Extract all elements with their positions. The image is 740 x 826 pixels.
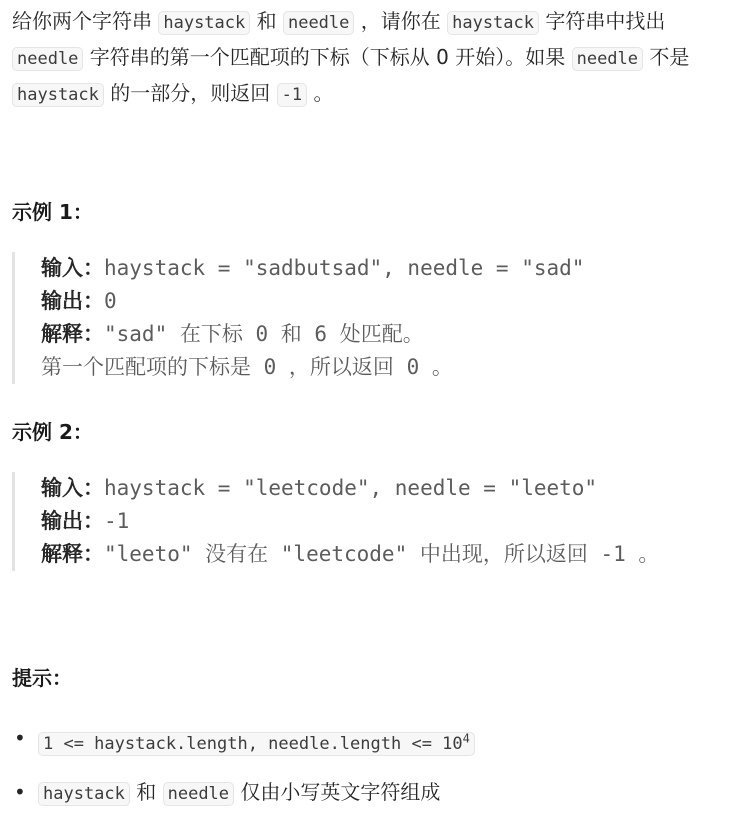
explain-text: 第一个匹配项的下标是 0 ，所以返回 0 。 — [41, 355, 453, 379]
bullet-icon: • — [14, 780, 26, 804]
explain-label: 解释： — [41, 542, 104, 566]
example-2-output-row — [41, 505, 740, 538]
code-haystack: haystack — [158, 11, 250, 35]
example-2-explain-row — [41, 538, 740, 571]
output-value: -1 — [104, 509, 130, 533]
desc-text: 字符串的第一个匹配项的下标（下标从 0 开始）。如果 — [89, 45, 566, 69]
constraint-text: 1 <= haystack.length, needle.length <= 10 — [43, 733, 463, 754]
code-haystack: haystack — [447, 11, 539, 35]
code-haystack: haystack — [12, 83, 104, 107]
code-needle: needle — [12, 47, 83, 71]
desc-text: 字符串中找出 — [545, 9, 666, 33]
desc-text: 不是 — [649, 45, 690, 69]
desc-text: 。 — [313, 81, 334, 105]
constraint-text: 和 — [136, 780, 157, 804]
description-paragraph — [12, 4, 734, 112]
constraint-text: 仅由小写英文字符组成 — [240, 780, 441, 804]
example-1-explain-row-2 — [41, 351, 740, 384]
desc-text: 的一部分，则返回 — [110, 81, 271, 105]
code-minus-one: -1 — [277, 83, 307, 107]
exponent: 4 — [462, 731, 470, 745]
problem-description — [12, 4, 734, 112]
constraint-code — [38, 732, 475, 756]
input-label: 输入： — [41, 256, 104, 280]
input-label: 输入： — [41, 476, 104, 500]
code-needle: needle — [572, 47, 643, 71]
list-item — [12, 772, 734, 826]
example-1-output-row — [41, 285, 740, 318]
output-label: 输出： — [41, 509, 104, 533]
example-1-explain-row — [41, 318, 740, 351]
constraints-list — [12, 718, 734, 826]
input-value: haystack = "leetcode", needle = "leeto" — [104, 476, 598, 500]
explain-text: "leeto" 没有在 "leetcode" 中出现，所以返回 -1 。 — [104, 542, 660, 566]
input-value: haystack = "sadbutsad", needle = "sad" — [104, 256, 585, 280]
output-label: 输出： — [41, 289, 104, 313]
desc-text: ，请你在 — [360, 9, 441, 33]
code-needle: needle — [283, 11, 354, 35]
example-1-block — [12, 252, 740, 384]
example-2-heading: 示例 2： — [12, 420, 93, 444]
example-1-input-row — [41, 252, 740, 285]
code-haystack: haystack — [38, 782, 130, 806]
constraints-heading: 提示： — [12, 666, 72, 690]
code-needle: needle — [163, 782, 234, 806]
output-value: 0 — [104, 289, 117, 313]
explain-text: "sad" 在下标 0 和 6 处匹配。 — [104, 322, 424, 346]
explain-label: 解释： — [41, 322, 104, 346]
example-2-block — [12, 472, 740, 571]
example-1-heading: 示例 1： — [12, 200, 93, 224]
example-2-input-row — [41, 472, 740, 505]
bullet-icon: • — [14, 726, 26, 750]
list-item — [12, 718, 734, 772]
desc-text: 给你两个字符串 — [12, 9, 152, 33]
desc-text: 和 — [256, 9, 277, 33]
